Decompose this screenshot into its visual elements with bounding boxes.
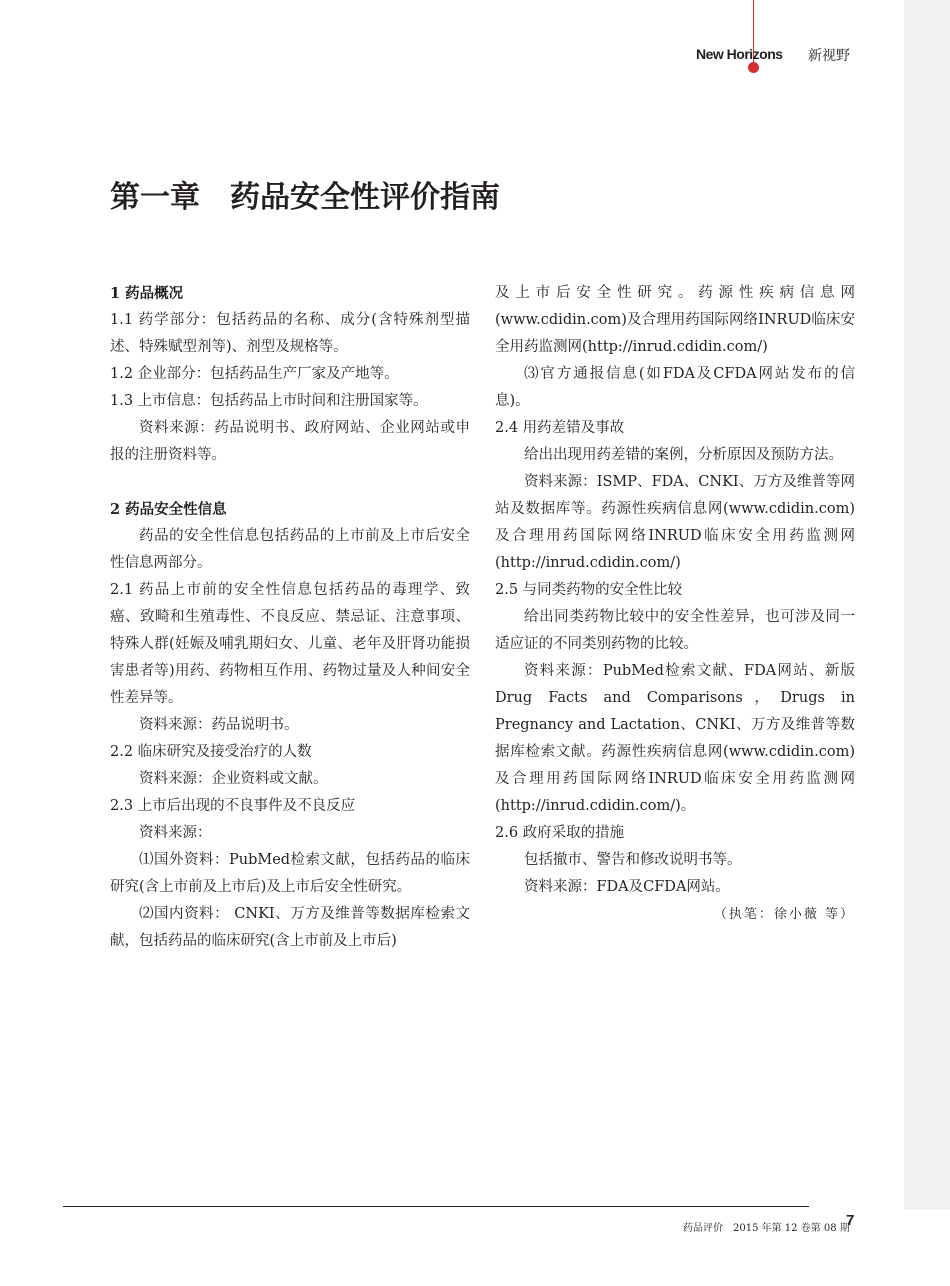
subsection-paragraph: 2.6 政府采取的措施: [495, 825, 625, 841]
page-number: 7: [846, 1212, 855, 1229]
body-paragraph: 药品的安全性信息包括药品的上市前及上市后安全性信息两部分。: [110, 528, 470, 571]
body-paragraph: 给出同类药物比较中的安全性差异，也可涉及同一适应证的不同类别药物的比较。: [495, 609, 855, 652]
body-paragraph: 资料来源：药品说明书、政府网站、企业网站或申报的注册资料等。: [110, 420, 470, 463]
body-paragraph: 资料来源：: [139, 825, 212, 841]
header-brand-cn: 新视野: [808, 48, 850, 64]
left-column: [110, 280, 470, 955]
body-paragraph: 资料来源：药品说明书。: [139, 717, 299, 733]
subsection-paragraph: 及上市后安全性研究。药源性疾病信息网(www.cdidin.com)及合理用药国际网络INRUD临床安全用药监测网(http://inrud.cdidin.com/): [495, 285, 855, 355]
header-brand-en: New Horizons: [696, 46, 783, 62]
body-paragraph: 资料来源：企业资料或文献。: [139, 771, 328, 787]
subsection-paragraph: 2.2 临床研究及接受治疗的人数: [110, 744, 312, 760]
right-column: [495, 280, 855, 928]
side-margin-strip: [904, 0, 950, 1210]
body-paragraph: ⑶官方通报信息(如FDA及CFDA网站发布的信息)。: [495, 366, 855, 409]
body-paragraph: ⑴国外资料：PubMed检索文献，包括药品的临床研究(含上市前及上市后)及上市后安全性研究。: [110, 852, 470, 895]
subsection-paragraph: 2.4 用药差错及事故: [495, 420, 625, 436]
subsection-paragraph: 2.3 上市后出现的不良事件及不良反应: [110, 798, 356, 814]
body-paragraph: ⑵国内资料： CNKI、万方及维普等数据库检索文献，包括药品的临床研究(含上市前及上市后): [110, 906, 470, 949]
section-heading: 1 药品概况: [110, 285, 184, 302]
header-accent-dot: [748, 62, 759, 73]
body-paragraph: 包括撤市、警告和修改说明书等。: [524, 852, 742, 868]
subsection-paragraph: 2.1 药品上市前的安全性信息包括药品的毒理学、致癌、致畸和生殖毒性、不良反应、禁忌证、注意事项、特殊人群(妊娠及哺乳期妇女、儿童、老年及肝肾功能损害患者等)用药、药物相互作用、药物过量及人种间安全性差异等。: [110, 582, 470, 706]
subsection-paragraph: 1.1 药学部分：包括药品的名称、成分(含特殊剂型描述、特殊赋型剂等)、剂型及规格等。: [110, 312, 470, 355]
subsection-paragraph: 2.5 与同类药物的安全性比较: [495, 582, 683, 598]
subsection-paragraph: 1.3 上市信息：包括药品上市时间和注册国家等。: [110, 393, 428, 409]
body-paragraph: 资料来源：FDA及CFDA网站。: [524, 879, 730, 895]
body-paragraph: 给出出现用药差错的案例，分析原因及预防方法。: [524, 447, 843, 463]
chapter-title: 第一章 药品安全性评价指南: [110, 180, 500, 215]
body-paragraph: 资料来源：ISMP、FDA、CNKI、万方及维普等网站及数据库等。药源性疾病信息网(www.cdidin.com)及合理用药国际网络INRUD临床安全用药监测网(http://inrud.cdidin.com/): [495, 474, 855, 571]
section-heading: 2 药品安全性信息: [110, 501, 227, 518]
footer-journal-info: 药品评价 2015 年第 12 卷第 08 期: [683, 1223, 850, 1234]
author-signature: （执笔：徐小薇 等）: [713, 907, 855, 922]
paragraph-gap: [110, 469, 470, 496]
body-paragraph: 资料来源：PubMed检索文献、FDA网站、新版Drug Facts and Comparisons，Drugs in Pregnancy and Lactation、CNKI、万方及维普等数据库检索文献。药源性疾病信息网(www.cdidin.com)及合理用药国际网络INRUD临床安全用药监测网(http://inrud.cdidin.com/)。: [495, 663, 855, 814]
subsection-paragraph: 1.2 企业部分：包括药品生产厂家及产地等。: [110, 366, 399, 382]
footer-rule: [63, 1206, 809, 1207]
